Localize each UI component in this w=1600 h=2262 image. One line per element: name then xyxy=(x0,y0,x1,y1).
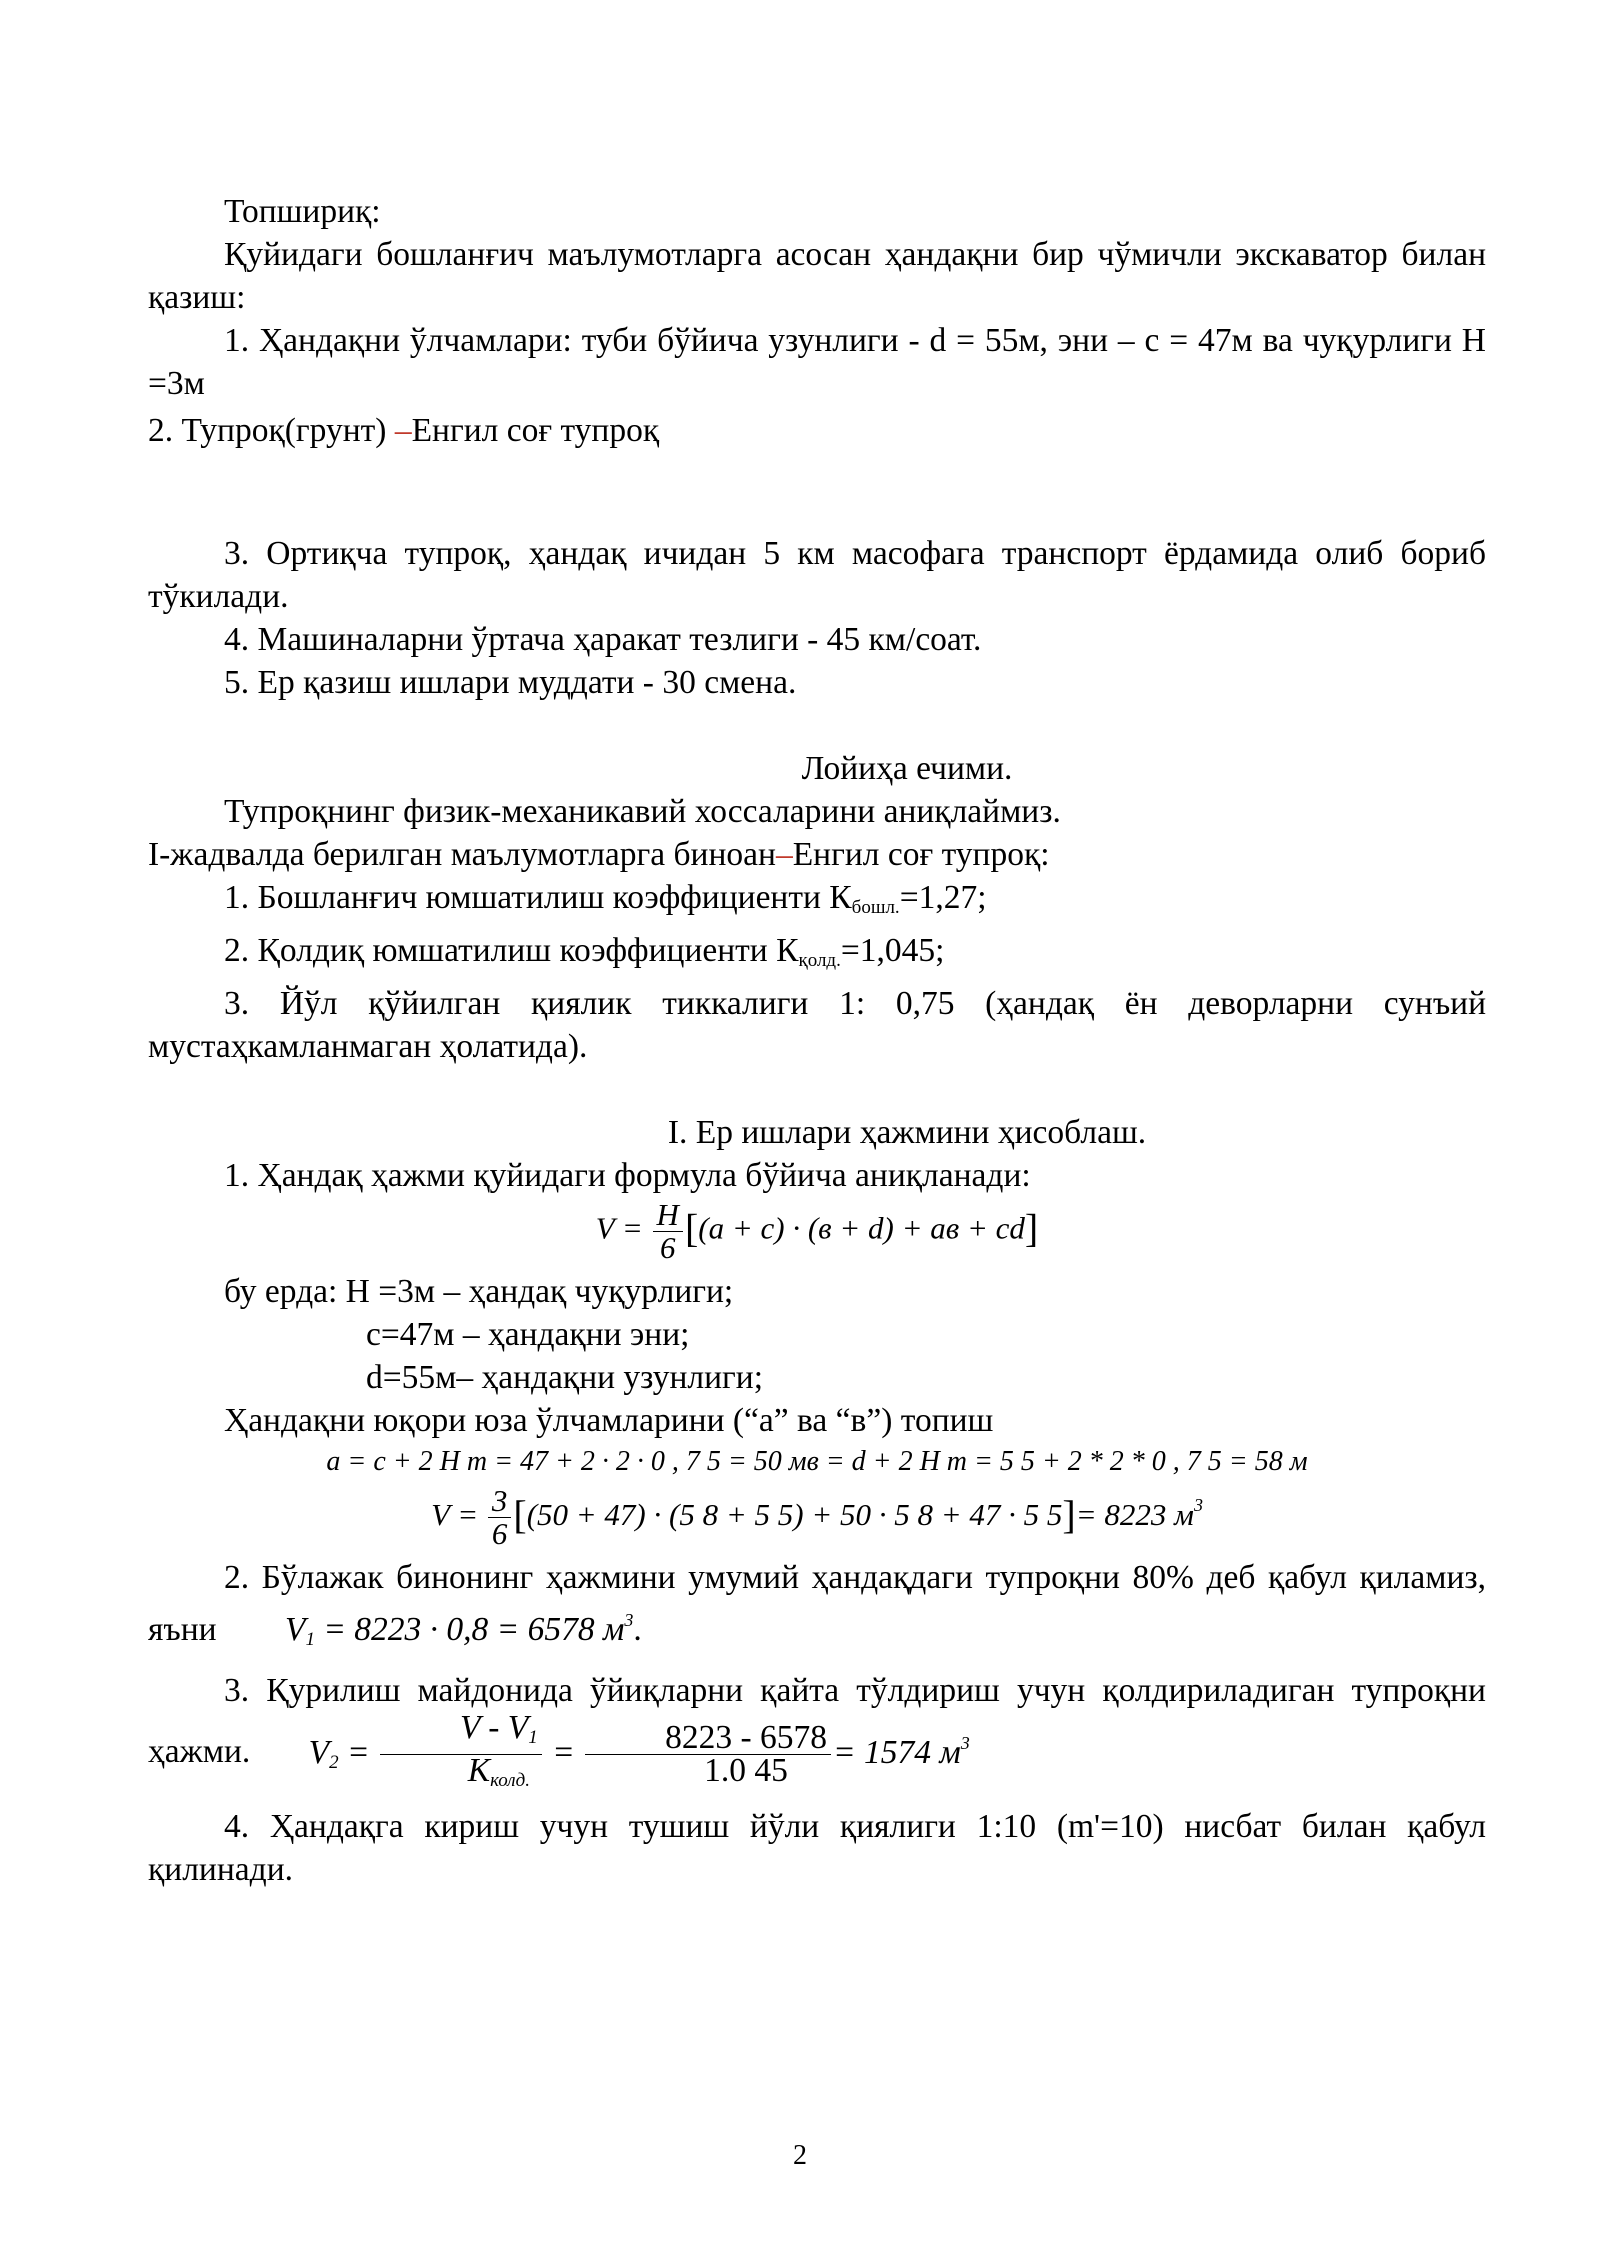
task-item-1: 1. Ҳандақни ўлчамлари: туби бўйича узунлиги - d = 55м, эни – с = 47м ва чуқурлиги Н =3м xyxy=(148,322,1486,402)
param-2-value: =1,045; xyxy=(840,932,945,969)
task-item-3: 3. Ортиқча тупроқ, ҳандақ ичидан 5 км масофага транспорт ёрдамида олиб бориб тўкилади. xyxy=(148,535,1486,615)
calc-ab-formula: a = c + 2 H m = 47 + 2 · 2 · 0 , 7 5 = 50 мв = d + 2 H m = 5 5 + 2 * 2 * 0 , 7 5 = 58 м xyxy=(326,1446,1308,1477)
step-3-den-text: K xyxy=(467,1752,491,1790)
step-3-den-sub: колд. xyxy=(490,1770,530,1792)
step-3-num-text: V - V xyxy=(459,1709,529,1747)
param-1-sub: бошл. xyxy=(851,897,900,918)
volume-formula xyxy=(148,1199,1486,1264)
step-3-den-1 xyxy=(388,1752,534,1797)
volume-calc-result: = 8223 м xyxy=(1075,1497,1194,1532)
task-item-2-dash: – xyxy=(394,412,412,449)
volume-calc-exp: 3 xyxy=(1193,1495,1203,1515)
task-item-2-prefix: 2. Тупроқ(грунт) xyxy=(148,412,395,449)
step-3-num-2: 8223 - 6578 xyxy=(585,1722,831,1755)
volume-formula-den: 6 xyxy=(659,1230,676,1265)
bracket-close-2: ] xyxy=(1062,1492,1076,1537)
bracket-open-2: [ xyxy=(513,1492,527,1537)
step-2-text: 2. Бўлажак бинонинг ҳажмини умумий ҳандақдаги тупроқни 80% деб қабул қиламиз, яъни xyxy=(148,1559,1486,1649)
volume-formula-lhs: V = xyxy=(595,1210,643,1246)
bracket-open: [ xyxy=(684,1205,699,1251)
solution-props-heading: Тупроқнинг физик-механикавий хоссаларини аниқлаймиз. xyxy=(224,793,1061,830)
volume-calc-den: 6 xyxy=(491,1516,508,1552)
task-item-4: 4. Машиналарни ўртача ҳаракат тезлиги - 45 км/соат. xyxy=(224,621,982,658)
step-3-den-2: 1.0 45 xyxy=(704,1752,788,1790)
step-2-rest: = 8223 · 0,8 = 6578 м xyxy=(314,1611,625,1649)
param-2-text: 2. Қолдиқ юмшатилиш коэффициенти К xyxy=(224,932,799,969)
step-3-num-1 xyxy=(380,1709,542,1755)
table-ref-prefix: I-жадвалда берилган маълумотларга биноан xyxy=(148,836,776,873)
solution-table-ref xyxy=(148,833,1486,876)
solution-param-3: 3. Йўл қўйилган қиялик тиккалиги 1: 0,75 (ҳандақ ён деворларни сунъий мустаҳкамланмаган ҳолатида). xyxy=(148,985,1486,1065)
step-3-text: 3. Қурилиш майдонида ўйиқларни қайта тўлдириш учун қолдириладиган тупроқни ҳажми. xyxy=(148,1672,1486,1771)
step-2-v-sub: 1 xyxy=(305,1629,315,1651)
volume-calc-lhs: V = xyxy=(431,1497,479,1532)
volume-formula-body: (a + c) · (в + d) + aв + cd xyxy=(698,1210,1025,1246)
document-page xyxy=(148,190,1486,1891)
step-3-v-sub: 2 xyxy=(329,1751,339,1773)
solution-param-1 xyxy=(148,876,1486,929)
step-3-fraction-2 xyxy=(585,1719,831,1790)
page-number: 2 xyxy=(793,2140,807,2171)
task-heading: Топшириқ: xyxy=(224,193,381,230)
task-item-5: 5. Ер қазиш ишлари муддати - 30 смена. xyxy=(224,664,797,701)
solution-param-2 xyxy=(148,929,1486,982)
where-line-1: бу ерда: Н =3м – ҳандақ чуқурлиги; xyxy=(224,1273,734,1310)
step-2-end: . xyxy=(633,1611,642,1649)
volume-calc-fraction xyxy=(488,1485,512,1550)
param-2-sub: қолд. xyxy=(798,950,841,971)
param-1-text: 1. Бошланғич юмшатилиш коэффициенти К xyxy=(224,879,852,916)
step-2-v: V xyxy=(284,1611,306,1649)
volume-calc-num: 3 xyxy=(488,1485,512,1518)
step-3-exp: 3 xyxy=(960,1732,970,1753)
param-1-value: =1,27; xyxy=(899,879,987,916)
volume-formula-num: H xyxy=(653,1199,683,1232)
step-3-num-sub: 1 xyxy=(528,1727,538,1749)
step-3-fraction-1 xyxy=(380,1709,542,1797)
where-line-3: d=55м– ҳандақни узунлиги; xyxy=(366,1359,764,1396)
solution-title: Лойиҳа ечими. xyxy=(801,750,1013,787)
step-3-formula: $V_2$ = $\frac{V - V_1}{K_{колд.}}$ = $\frac{8223 - 6578}{1.0 45}$ = 1574 $м^3$ xyxy=(309,1734,970,1771)
task-item-2 xyxy=(148,409,1486,452)
step-2-exp: 3 xyxy=(624,1610,634,1631)
task-intro: Қуйидаги бошланғич маълумотларга асосан ҳандақни бир чўмичли экскаватор билан қазиш: xyxy=(148,236,1486,316)
table-ref-dash: – xyxy=(775,836,793,873)
section-1-step-1: 1. Ҳандақ ҳажми қуйидаги формула бўйича аниқланади: xyxy=(224,1157,1031,1194)
step-3-v: V xyxy=(308,1733,330,1771)
step-2-formula xyxy=(284,1610,634,1651)
where-line-2: с=47м – ҳандақни эни; xyxy=(366,1316,690,1353)
table-ref-suffix: Енгил соғ тупроқ: xyxy=(792,836,1050,873)
volume-formula-fraction xyxy=(653,1199,683,1264)
section-1-step-2 xyxy=(148,1556,1486,1661)
section-1-step-3 xyxy=(148,1669,1486,1797)
volume-calc-body: (50 + 47) · (5 8 + 5 5) + 50 · 5 8 + 47 · 5 5 xyxy=(526,1497,1063,1532)
section-1-step-4: 4. Ҳандақга кириш учун тушиш йўли қиялиги 1:10 (m'=10) нисбат билан қабул қилинади. xyxy=(148,1808,1486,1889)
step-3-result: = 1574 м xyxy=(832,1733,961,1771)
top-dims-line: Ҳандақни юқори юза ўлчамларини (“а” ва “в”) топиш xyxy=(224,1402,994,1439)
section-1-title: I. Ер ишлари ҳажмини ҳисоблаш. xyxy=(667,1114,1147,1151)
volume-calc-formula xyxy=(148,1484,1486,1550)
task-item-2-suffix: Енгил соғ тупроқ xyxy=(411,412,660,449)
bracket-close: ] xyxy=(1024,1205,1039,1251)
